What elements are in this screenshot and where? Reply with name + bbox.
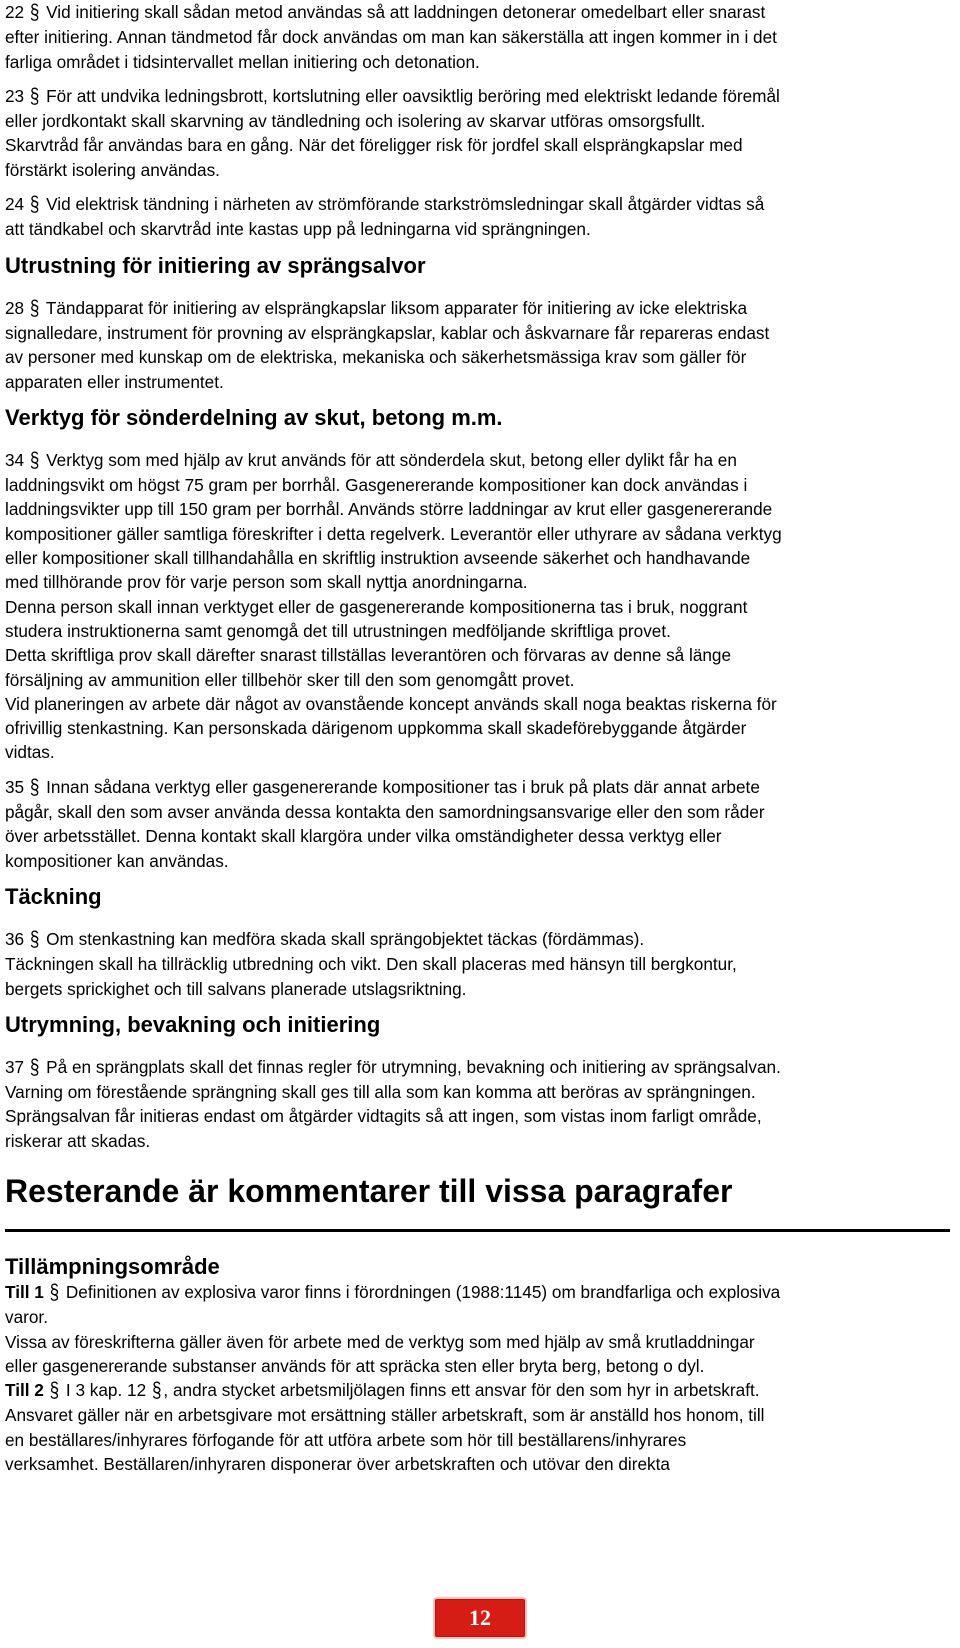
heading-tackning: Täckning (5, 883, 102, 909)
section-sign-icon: § (29, 296, 40, 320)
heading-utrustning: Utrustning för initiering av sprängsalvor (5, 252, 426, 278)
comment-label: Till 1 (5, 1281, 44, 1302)
section-sign-icon: § (29, 84, 40, 109)
section-sign-icon: § (29, 448, 40, 473)
horizontal-divider (5, 1229, 950, 1232)
heading-tillampningsomrade: Tillämpningsområde (5, 1253, 220, 1279)
section-sign-icon: § (29, 192, 40, 217)
section-sign-icon: § (29, 1055, 40, 1080)
paragraph-number: 34 (5, 449, 25, 470)
paragraph-36: 36 § Om stenkastning kan medföra skada skall sprängobjektet täckas (fördämmas). Täckningen skall ha tillräcklig utbredning och vikt. Den skall placeras med hänsyn till bergkontur, bergets sprickighet och till salvans planerade utslagsriktning. (5, 927, 955, 1001)
comment-till-1: Till 1 § Definitionen av explosiva varor finns i förordningen (1988:1145) om brandfarliga och explosiva varor. Vissa av föreskrifterna gäller även för arbete med de verktyg som med hjälp av små krutladdningar eller gasgenererande substanser används för att spräcka sten eller bryta berg, betong o dyl. (5, 1280, 955, 1378)
paragraph-number: 23 (5, 85, 25, 106)
paragraph-number: 35 (5, 776, 25, 797)
heading-resterande: Resterande är kommentarer till vissa paragrafer (5, 1172, 733, 1209)
paragraph-28: 28 § Tändapparat för initiering av elsprängkapslar liksom apparater för initiering av icke elektriska signalledare, instrument för provning av elsprängkapslar, kablar och åskvarnare får repareras endast av personer med kunskap om de elektriska, mekaniska och säkerhetsmässiga krav som gäller för apparaten eller instrumentet. (5, 296, 955, 394)
paragraph-23: 23 § För att undvika ledningsbrott, kortslutning eller oavsiktlig beröring med elektriskt ledande föremål eller jordkontakt skall skarvning av tändledning och isolering av skarvar utföras omsorgsfullt. Skarvtråd får användas bara en gång. När det föreligger risk för jordfel skall elsprängkapslar med förstärkt isolering användas. (5, 84, 955, 182)
paragraph-24: 24 § Vid elektrisk tändning i närheten av strömförande starkströmsledningar skall åtgärder vidtas så att tändkabel och skarvtråd inte kastas upp på ledningarna vid sprängningen. (5, 192, 955, 242)
section-sign-icon: § (49, 1280, 60, 1305)
section-sign-icon: § (151, 1378, 162, 1403)
section-sign-icon: § (29, 927, 40, 952)
comment-label: Till 2 (5, 1380, 44, 1401)
paragraph-34: 34 § Verktyg som med hjälp av krut används för att sönderdela skut, betong eller dylikt får ha en laddningsvikt om högst 75 gram per borrhål. Gasgenererande kompositioner kan dock användas i laddningsvikter upp till 150 gram per borrhål. Används större laddningar av krut eller gasgenererande kompositioner gäller samtliga föreskrifter i detta regelverk. Leverantör eller uthyrare av sådana verktyg eller kompositioner skall tillhandahålla en skriftlig instruktion avseende säkerhet och handhavande med tillhörande prov för varje person som skall nyttja anordningarna. Denna person skall innan verktyget eller de gasgenererande kompositionerna tas i bruk, noggrant studera instruktionerna samt genomgå det till utrustningen medföljande skriftliga provet. Detta skriftliga prov skall därefter snarast tillställas leverantören och förvaras av denne så länge försäljning av ammunition eller tillbehör sker till den som genomgått provet. Vid planeringen av arbete där något av ovanstående koncept används skall noga beaktas riskerna för ofrivillig stenkastning. Kan personskada därigenom uppkomma skall skadeförebyggande åtgärder vidtas. (5, 448, 955, 765)
section-sign-icon: § (29, 775, 40, 799)
section-sign-icon: § (49, 1378, 60, 1403)
paragraph-22: 22 § Vid initiering skall sådan metod användas så att laddningen detonerar omedelbart eller snarast efter initiering. Annan tändmetod får dock användas om man kan säkerställa att ingen kommer in i det farliga området i tidsintervallet mellan initiering och detonation. (5, 0, 955, 74)
paragraph-35: 35 § Innan sådana verktyg eller gasgenererande kompositioner tas i bruk på plats där annat arbete pågår, skall den som avser använda dessa kontakta den samordningsansvarige eller den som råder över arbetsstället. Denna kontakt skall klargöra under vilka omständigheter dessa verktyg eller kompositioner kan användas. (5, 775, 955, 873)
heading-utrymning: Utrymning, bevakning och initiering (5, 1011, 381, 1037)
section-sign-icon: § (29, 0, 40, 25)
document-body (5, 0, 955, 1486)
paragraph-number: 36 (5, 928, 25, 949)
paragraph-37: 37 § På en sprängplats skall det finnas regler för utrymning, bevakning och initiering av sprängsalvan. Varning om förestående sprängning skall ges till alla som kan komma att beröras av sprängningen. Sprängsalvan får initieras endast om åtgärder vidtagits så att ingen, som vistas inom farligt område, riskerar att skadas. (5, 1055, 955, 1153)
heading-verktyg: Verktyg för sönderdelning av skut, betong m.m. (5, 404, 503, 430)
paragraph-number: 28 (5, 297, 25, 318)
page-number-badge (433, 1597, 527, 1639)
comment-till-2: Till 2 § I 3 kap. 12 § , andra stycket arbetsmiljölagen finns ett ansvar för den som hyr in arbetskraft. Ansvaret gäller när en arbetsgivare mot ersättning ställer arbetskraft, som är anställd hos honom, till en beställares/inhyrares förfogande för att utföra arbete som hör till beställarens/inhyrares verksamhet. Beställaren/inhyraren disponerar över arbetskraften och utövar den direkta (5, 1378, 955, 1476)
paragraph-number: 22 (5, 2, 25, 22)
paragraph-number: 24 (5, 194, 25, 215)
paragraph-number: 37 (5, 1056, 25, 1077)
page-number: 12 (469, 1605, 491, 1630)
